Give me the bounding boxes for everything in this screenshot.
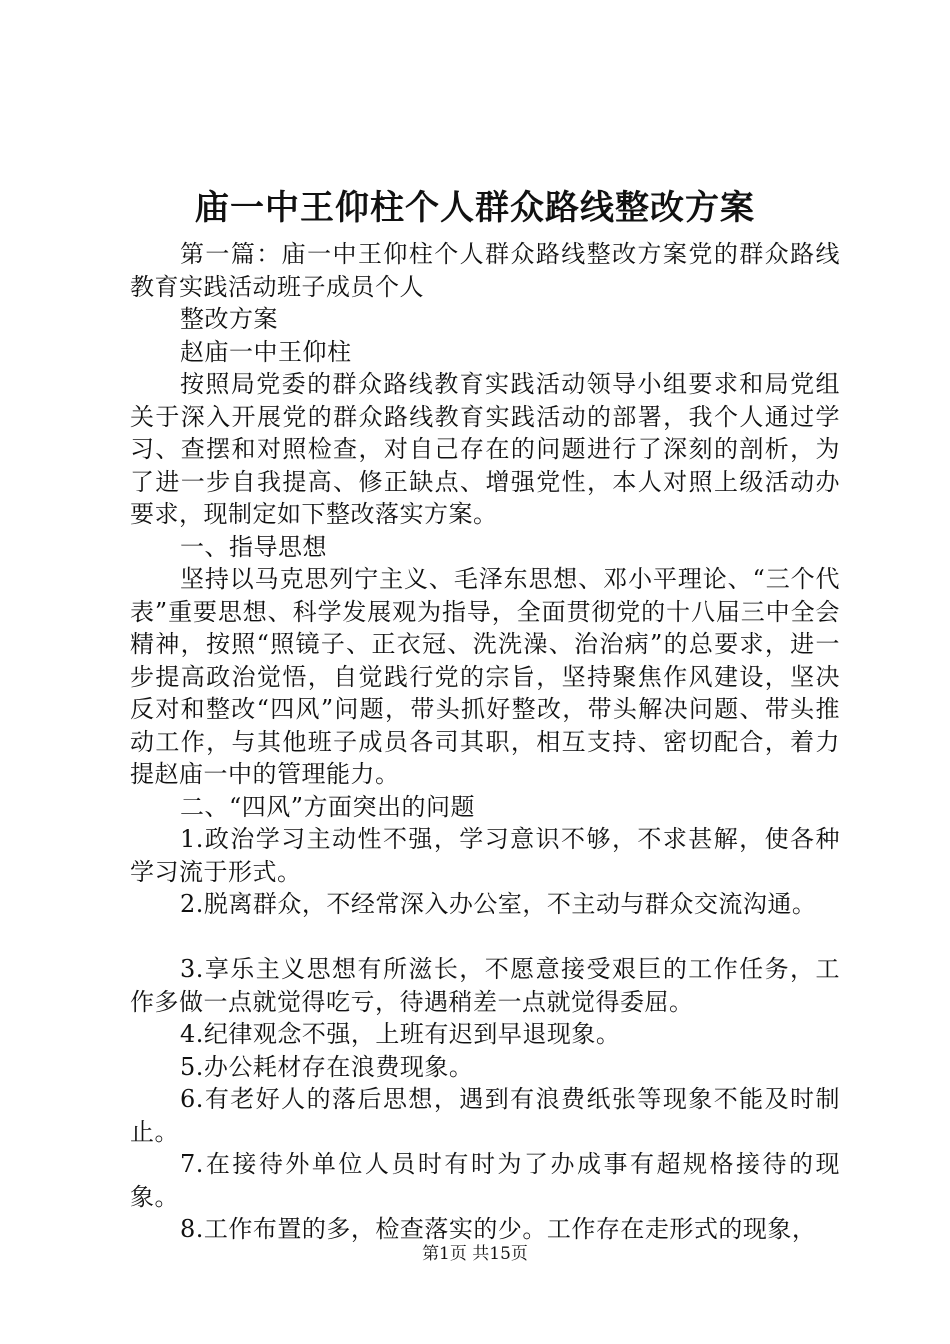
problem-item-4: 4.纪律观念不强，上班有迟到早退现象。 <box>180 1020 621 1048</box>
document-body <box>130 238 840 1246</box>
section-heading-guiding-thought: 一、指导思想 <box>180 532 327 561</box>
section-heading-problems: 二、“四风”方面突出的问题 <box>180 792 476 821</box>
problem-item-7: 7.在接待外单位人员时有时为了办成事有超规格接待的现象。 <box>130 1150 840 1211</box>
problem-item-1: 1.政治学习主动性不强，学习意识不够，不求甚解，使各种学习流于形式。 <box>130 825 840 886</box>
problem-item-2: 2.脱离群众，不经常深入办公室，不主动与群众交流沟通。 <box>180 890 817 918</box>
paragraph-heading-first: 第一篇：庙一中王仰柱个人群众路线整改方案党的群众路线教育实践活动班子成员个人 <box>130 240 840 301</box>
paragraph-intro: 按照局党委的群众路线教育实践活动领导小组要求和局党组关于深入开展党的群众路线教育实践活动的部署，我个人通过学习、查摆和对照检查，对自己存在的问题进行了深刻的剖析，为了进一步自我提高、修正缺点、增强党性，本人对照上级活动办要求，现制定如下整改落实方案。 <box>130 370 840 528</box>
problem-item-3: 3.享乐主义思想有所滋长，不愿意接受艰巨的工作任务，工作多做一点就觉得吃亏，待遇稍差一点就觉得委屈。 <box>130 955 840 1016</box>
problem-item-5: 5.办公耗材存在浪费现象。 <box>180 1052 474 1081</box>
problem-item-8: 8.工作布置的多，检查落实的少。工作存在走形式的现象， <box>180 1215 817 1243</box>
problem-item-6: 6.有老好人的落后思想，遇到有浪费纸张等现象不能及时制止。 <box>130 1085 840 1146</box>
paragraph-guiding-thought: 坚持以马克思列宁主义、毛泽东思想、邓小平理论、“三个代表”重要思想、科学发展观为指导，全面贯彻党的十八届三中全会精神，按照“照镜子、正衣冠、洗洗澡、治治病”的总要求，进一步提高政治觉悟，自觉践行党的宗旨，坚持聚焦作风建设，坚决反对和整改“四风”问题，带头抓好整改，带头解决问题、带头推动工作，与其他班子成员各司其职，相互支持、密切配合，着力提赵庙一中的管理能力。 <box>130 565 840 788</box>
page-footer: 第1页 共15页 <box>422 1244 528 1264</box>
document-title: 庙一中王仰柱个人群众路线整改方案 <box>195 188 755 228</box>
paragraph-subtitle: 整改方案 <box>180 305 278 333</box>
paragraph-author: 赵庙一中王仰柱 <box>180 337 352 366</box>
